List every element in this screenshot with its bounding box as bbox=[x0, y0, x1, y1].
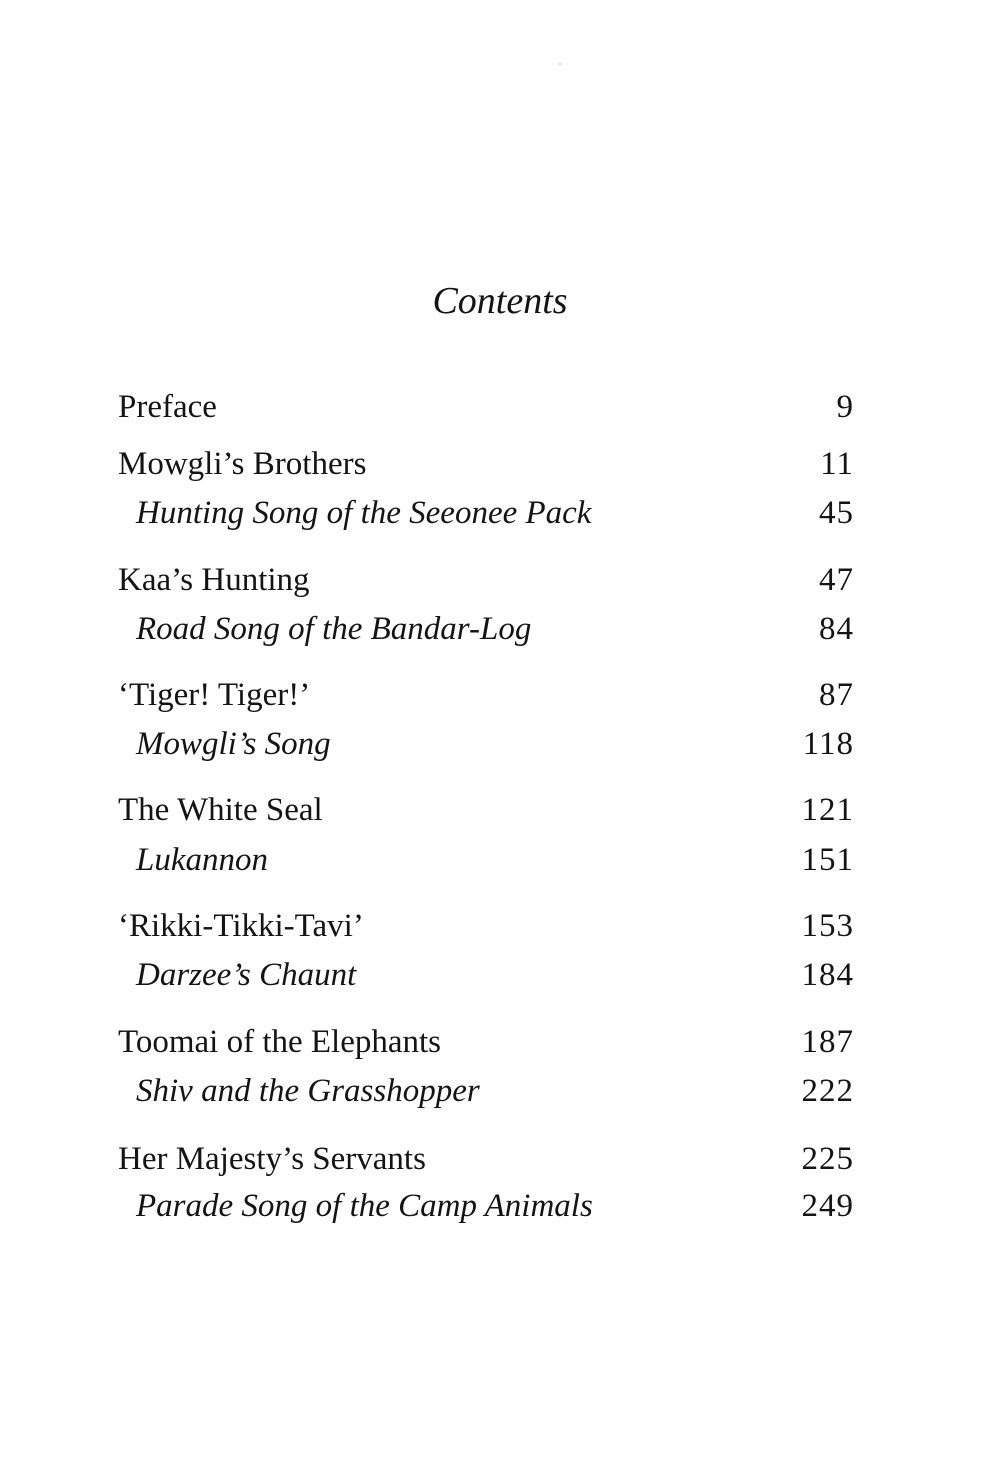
toc-entry-chapter bbox=[118, 1137, 854, 1181]
toc-entry-page: 9 bbox=[836, 389, 854, 425]
toc-entry-page: 84 bbox=[819, 611, 854, 647]
toc-entry-title: Lukannon bbox=[136, 842, 268, 878]
toc-entry-chapter bbox=[118, 788, 854, 832]
toc-entry-page: 151 bbox=[801, 842, 854, 878]
contents-heading: Contents bbox=[432, 280, 568, 322]
toc-entry-title: Kaa’s Hunting bbox=[118, 562, 310, 598]
toc-entry-title: Road Song of the Bandar-Log bbox=[136, 611, 532, 647]
toc-entry-page: 249 bbox=[801, 1188, 854, 1224]
toc-entry-title: ‘Tiger! Tiger!’ bbox=[118, 677, 311, 713]
toc-entry-chapter bbox=[118, 904, 854, 948]
toc-entry-page: 121 bbox=[801, 792, 854, 828]
toc-entry-song bbox=[136, 722, 854, 766]
toc-entry-title: Mowgli’s Brothers bbox=[118, 446, 367, 482]
toc-entry-title: Parade Song of the Camp Animals bbox=[136, 1188, 593, 1224]
toc-entry-title: Toomai of the Elephants bbox=[118, 1024, 442, 1060]
toc-entry-page: 11 bbox=[820, 446, 854, 482]
toc-entry-page: 47 bbox=[819, 562, 854, 598]
toc-entry-title: Preface bbox=[118, 389, 217, 425]
toc-entry-song bbox=[136, 838, 854, 882]
toc-entry-song bbox=[136, 1069, 854, 1113]
toc-entry-title: Shiv and the Grasshopper bbox=[136, 1073, 480, 1109]
toc-entry-title: The White Seal bbox=[118, 792, 323, 828]
toc-entry-page: 222 bbox=[801, 1073, 854, 1109]
toc-entry-song bbox=[136, 491, 854, 535]
toc-entry-page: 184 bbox=[801, 957, 854, 993]
toc-entry-song bbox=[136, 607, 854, 651]
toc-entry-page: 225 bbox=[801, 1141, 854, 1177]
toc-entry-preface bbox=[118, 385, 854, 429]
toc-entry-page: 153 bbox=[801, 908, 854, 944]
toc-entry-page: 187 bbox=[801, 1024, 854, 1060]
toc-entry-song bbox=[136, 1184, 854, 1228]
toc-entry-page: 45 bbox=[819, 495, 854, 531]
toc-entry-chapter bbox=[118, 673, 854, 717]
toc-entry-song bbox=[136, 953, 854, 997]
toc-entry-page: 87 bbox=[819, 677, 854, 713]
toc-entry-title: Darzee’s Chaunt bbox=[136, 957, 357, 993]
toc-entry-chapter bbox=[118, 558, 854, 602]
toc-entry-title: ‘Rikki-Tikki-Tavi’ bbox=[118, 908, 364, 944]
toc-entry-chapter bbox=[118, 1020, 854, 1064]
toc-entry-chapter bbox=[118, 442, 854, 486]
toc-entry-title: Her Majesty’s Servants bbox=[118, 1141, 426, 1177]
toc-entry-title: Hunting Song of the Seeonee Pack bbox=[136, 495, 592, 531]
toc-entry-title: Mowgli’s Song bbox=[136, 726, 331, 762]
toc-entry-page: 118 bbox=[802, 726, 854, 762]
